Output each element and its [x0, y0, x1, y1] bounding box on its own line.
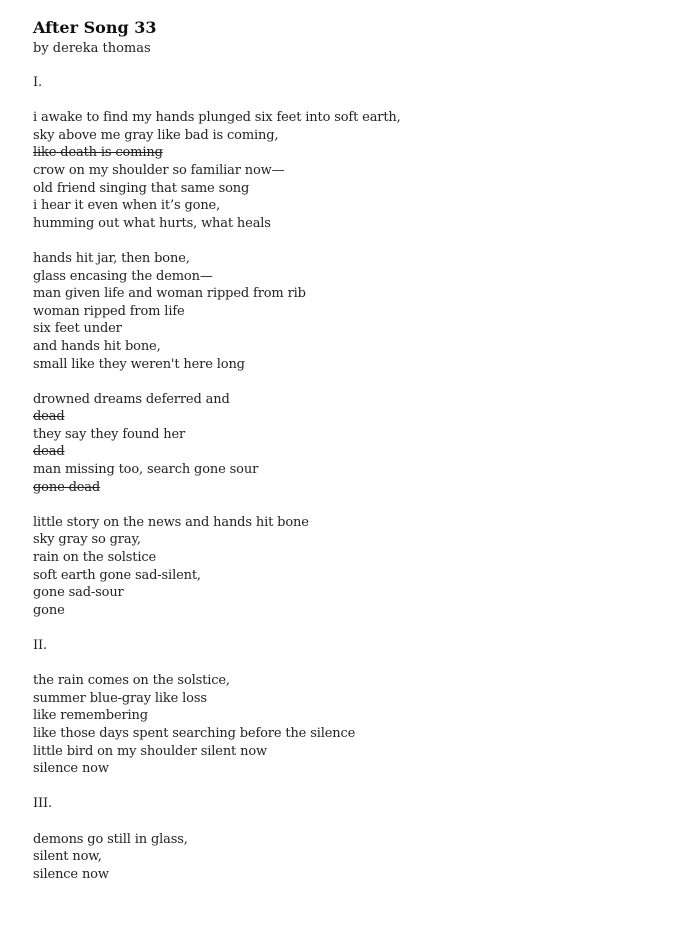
poem-title: After Song 33 — [33, 18, 157, 37]
stanza-break — [33, 92, 401, 110]
poem-line: i hear it even when it’s gone, — [33, 198, 221, 214]
poem-line: little bird on my shoulder silent now — [33, 743, 267, 759]
poem-line: silent now, — [33, 849, 102, 865]
poem-line: rain on the solstice — [33, 550, 157, 566]
stanza-break — [33, 373, 401, 391]
poem-line: humming out what hurts, what heals — [33, 215, 271, 231]
stanza-break — [33, 496, 401, 514]
stanza-break — [33, 813, 401, 831]
poem-line: woman ripped from life — [33, 303, 185, 319]
poem-line: small like they weren't here long — [33, 356, 245, 372]
author-byline: by dereka thomas — [33, 41, 151, 56]
poem-line: sky gray so gray, — [33, 532, 141, 548]
poem-line: silence now — [33, 866, 109, 882]
poem-line: gone — [33, 602, 65, 618]
poem-line: soft earth gone sad-silent, — [33, 567, 201, 583]
poem-line: six feet under — [33, 321, 122, 337]
poem-line: like those days spent searching before the silence — [33, 725, 356, 741]
poem-line: gone sad-sour — [33, 585, 124, 601]
stanza-break — [33, 232, 401, 250]
section-heading: I. — [33, 75, 42, 90]
poem-document — [33, 17, 401, 883]
poem-line: glass encasing the demon— — [33, 268, 213, 284]
poem-line: old friend singing that same song — [33, 180, 250, 196]
section-heading: II. — [33, 638, 47, 653]
poem-line: they say they found her — [33, 426, 186, 442]
poem-line: hands hit jar, then bone, — [33, 250, 190, 266]
poem-line: and hands hit bone, — [33, 338, 161, 354]
poem-line: man missing too, search gone sour — [33, 462, 259, 478]
poem-body — [33, 74, 401, 883]
struck-poem-line: dead — [33, 409, 65, 425]
poem-line: i awake to find my hands plunged six feet into soft earth, — [33, 110, 401, 126]
struck-poem-line: dead — [33, 444, 65, 460]
stanza-break — [33, 778, 401, 796]
section-heading: III. — [33, 796, 52, 812]
poem-line: demons go still in glass, — [33, 831, 188, 847]
poem-line: like remembering — [33, 708, 148, 724]
poem-line: man given life and woman ripped from rib — [33, 286, 306, 302]
poem-line: drowned dreams deferred and — [33, 391, 230, 407]
struck-poem-line: gone dead — [33, 479, 101, 495]
poem-line: little story on the news and hands hit bone — [33, 514, 309, 530]
struck-poem-line: like death is coming — [33, 145, 163, 161]
poem-line: summer blue-gray like loss — [33, 690, 207, 706]
stanza-break — [33, 619, 401, 637]
poem-line: sky above me gray like bad is coming, — [33, 127, 279, 143]
stanza-break — [33, 655, 401, 673]
poem-line: the rain comes on the solstice, — [33, 673, 230, 689]
poem-line: crow on my shoulder so familiar now— — [33, 162, 285, 178]
poem-line: silence now — [33, 761, 109, 777]
